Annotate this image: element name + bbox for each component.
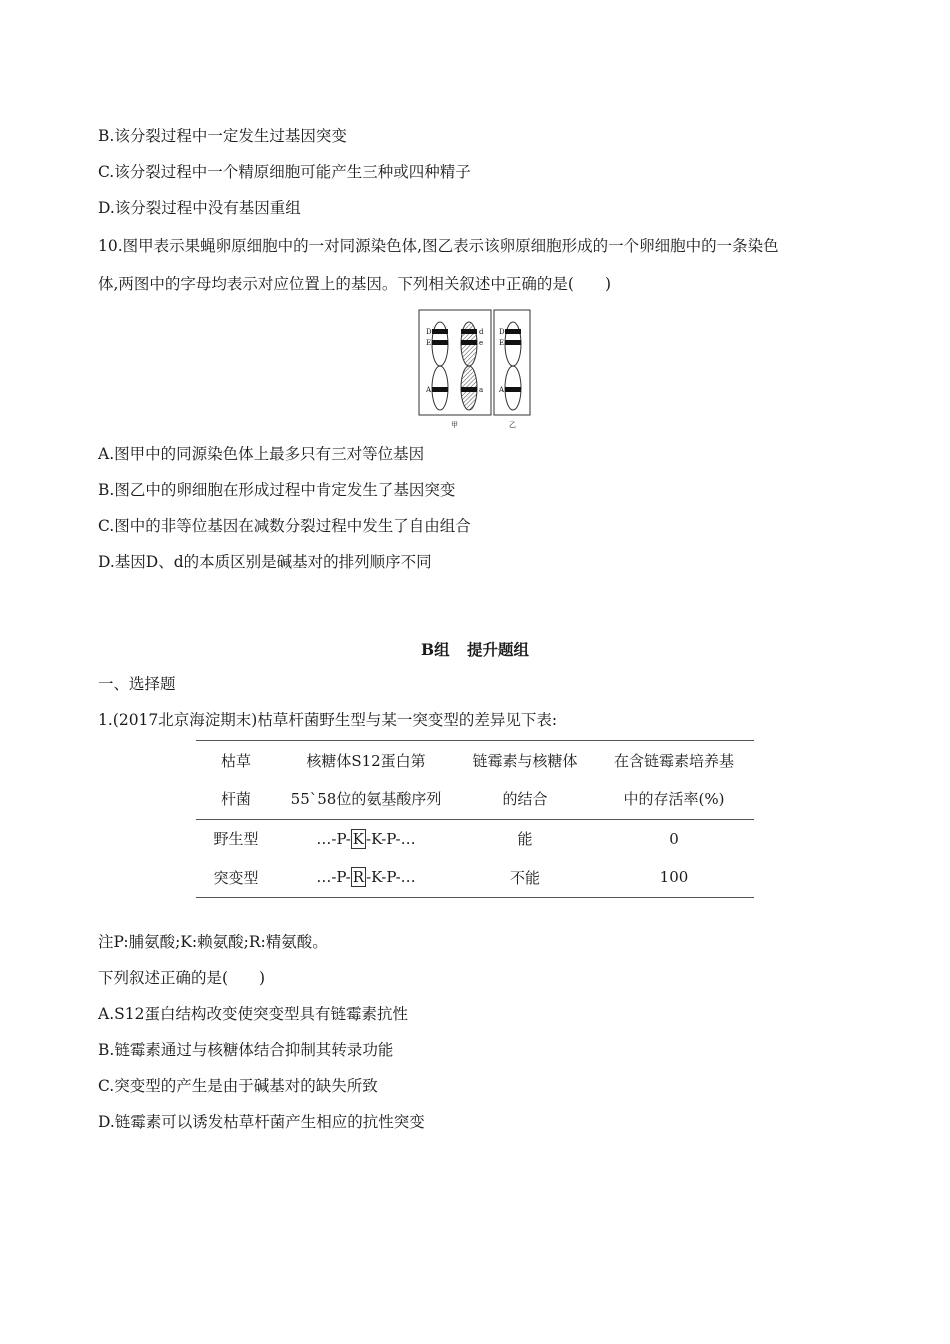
q10-option-d: D.基因D、d的本质区别是碱基对的排列顺序不同 — [98, 553, 432, 571]
header-sequence: 核糖体S12蛋白第 55`58位的氨基酸序列 — [290, 752, 442, 808]
chromosome-figure — [418, 308, 532, 436]
table-header-row — [196, 741, 754, 820]
gene-label-yi-3: A — [499, 386, 505, 394]
q9-option-d: D.该分裂过程中没有基因重组 — [98, 199, 301, 217]
boxed-residue: K — [352, 829, 365, 848]
q1-stem: 1.(2017北京海淀期末)枯草杆菌野生型与某一突变型的差异见下表: — [98, 711, 558, 729]
cell-strain: 野生型 — [213, 830, 259, 849]
gene-label-right-1: d — [479, 328, 484, 336]
q1-prompt: 下列叙述正确的是( ) — [98, 969, 266, 987]
header-strain: 枯草 杆菌 — [220, 752, 251, 808]
cell-binding: 能 — [517, 830, 533, 849]
q9-option-c: C.该分裂过程中一个精原细胞可能产生三种或四种精子 — [98, 163, 471, 181]
gene-label-right-3: a — [479, 386, 484, 394]
chromosome-jia-left — [432, 322, 448, 410]
gene-label-yi-2: E — [499, 339, 505, 347]
q10-option-b: B.图乙中的卵细胞在形成过程中肯定发生了基因突变 — [98, 481, 456, 499]
header-survival: 在含链霉素培养基 中的存活率(%) — [613, 752, 734, 808]
mutation-table — [196, 740, 754, 898]
q1-option-a: A.S12蛋白结构改变使突变型具有链霉素抗性 — [98, 1005, 408, 1023]
chromosome-jia-right — [461, 322, 477, 410]
panel-label-yi: 乙 — [509, 421, 516, 429]
cell-sequence: …-P- R -K-P-… — [316, 868, 416, 887]
cell-binding: 不能 — [509, 868, 540, 887]
cell-survival: 0 — [669, 829, 679, 848]
cell-survival: 100 — [659, 868, 689, 887]
gene-label-yi-1: D — [499, 328, 505, 336]
section-b-group: B组 — [420, 640, 450, 659]
q10-stem-line2: 体,两图中的字母均表示对应位置上的基因。下列相关叙述中正确的是( ) — [98, 275, 612, 293]
q10-option-a: A.图甲中的同源染色体上最多只有三对等位基因 — [98, 445, 425, 463]
section-b-title: 提升题组 — [467, 640, 530, 659]
panel-jia-frame — [419, 310, 491, 415]
table-row — [196, 820, 754, 858]
table-row — [196, 858, 754, 898]
cell-sequence: …-P- K -K-P-… — [316, 829, 416, 848]
q1-note: 注P:脯氨酸;K:赖氨酸;R:精氨酸。 — [98, 933, 328, 951]
panel-label-jia: 甲 — [451, 421, 458, 429]
q10-stem-line1: 10.图甲表示果蝇卵原细胞中的一对同源染色体,图乙表示该卵原细胞形成的一个卵细胞中的一条染色 — [98, 237, 779, 255]
header-binding: 链霉素与核糖体 的结合 — [472, 752, 578, 808]
section-b-heading — [0, 638, 950, 660]
boxed-residue: R — [352, 868, 365, 887]
q1-option-d: D.链霉素可以诱发枯草杆菌产生相应的抗性突变 — [98, 1113, 425, 1131]
cell-strain: 突变型 — [213, 868, 259, 887]
q9-option-b: B.该分裂过程中一定发生过基因突变 — [98, 127, 347, 145]
q1-option-c: C.突变型的产生是由于碱基对的缺失所致 — [98, 1077, 378, 1095]
q10-option-c: C.图中的非等位基因在减数分裂过程中发生了自由组合 — [98, 517, 471, 535]
chromosome-yi — [505, 322, 521, 410]
gene-label-left-3: A — [426, 386, 432, 394]
section-b-part: 一、选择题 — [98, 675, 176, 693]
gene-label-left-1: D — [426, 328, 432, 336]
gene-label-left-2: E — [426, 339, 432, 347]
gene-label-right-2: e — [479, 339, 484, 347]
q1-option-b: B.链霉素通过与核糖体结合抑制其转录功能 — [98, 1041, 394, 1059]
